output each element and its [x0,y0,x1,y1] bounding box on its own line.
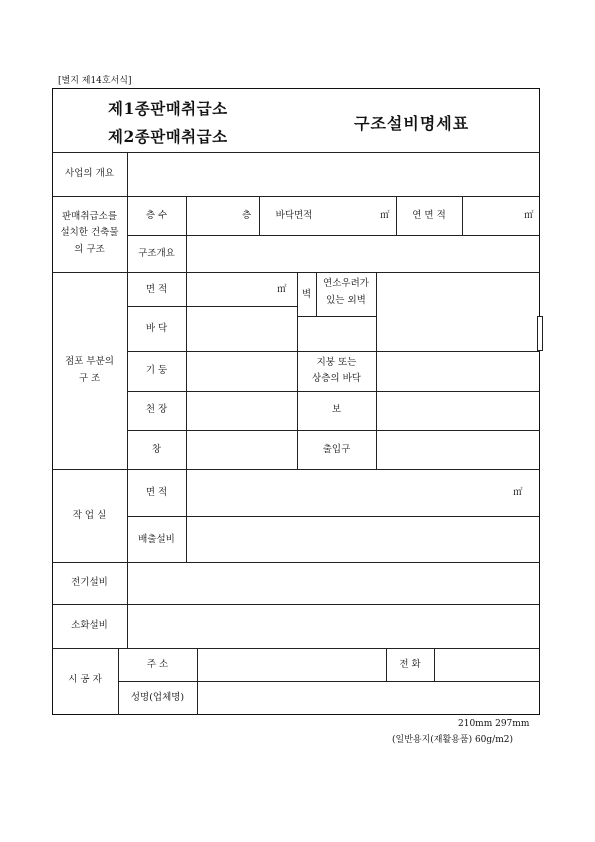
label-store-1: 점포 부분의 [65,356,114,367]
label-beam: 보 [331,404,342,415]
field-fire-wall[interactable] [377,273,539,351]
field-pillar[interactable] [187,352,297,391]
field-beam[interactable] [377,392,539,430]
label-building-3: 의 구조 [74,244,105,255]
unit-area: ㎡ [277,284,287,295]
label-area: 면 적 [145,284,168,295]
field-overview[interactable] [128,153,539,196]
field-name[interactable] [198,682,539,715]
field-exhaust[interactable] [187,517,539,562]
label-builder: 시 공 자 [68,674,102,685]
title-type-1: 제1종판매취급소 [108,99,228,118]
title-type-2: 제2종판매취급소 [108,127,228,146]
unit-floor-area: ㎡ [380,210,390,221]
label-fire-ext: 소화설비 [71,620,108,631]
field-window[interactable] [187,431,297,469]
field-wall[interactable] [298,317,376,351]
label-floor-area: 바닥면적 [275,210,313,221]
label-floor: 바 닥 [145,323,168,334]
label-structure: 구조개요 [138,248,175,259]
field-fire-ext[interactable] [128,605,539,648]
label-exit: 출입구 [322,444,351,455]
label-store-2: 구 조 [78,373,101,384]
field-electric[interactable] [128,563,539,604]
label-floors: 층 수 [145,210,168,221]
unit-work-area: ㎡ [513,487,523,498]
label-address: 주 소 [146,659,169,670]
field-address[interactable] [198,649,386,681]
field-work-area[interactable] [187,470,539,516]
field-structure[interactable] [187,236,539,272]
field-exit[interactable] [377,431,539,469]
label-electric: 전기설비 [71,577,108,588]
paper-size: 210mm 297mm [458,719,530,729]
label-phone: 전 화 [399,659,421,670]
label-window: 창 [151,444,162,455]
label-building-1: 판매취급소를 [61,211,118,222]
field-floor[interactable] [187,307,297,351]
label-ceiling: 천 장 [145,404,168,415]
label-fire-wall-2: 있는 외벽 [326,295,366,306]
label-work-area: 면 적 [145,487,168,498]
label-overview: 사업의 개요 [65,168,114,179]
label-total-area: 연 면 적 [412,210,446,221]
label-exhaust: 배출설비 [138,534,175,545]
label-wall: 벽 [301,289,312,300]
field-phone[interactable] [435,649,539,681]
label-roof-1: 지붕 또는 [316,357,357,368]
form-reference: [별지 제14호서식] [58,76,132,86]
label-name: 성명(업체명) [130,692,185,703]
unit-floor: 층 [242,210,252,221]
unit-total-area: ㎡ [524,210,534,221]
label-pillar: 기 둥 [145,365,168,376]
field-ceiling[interactable] [187,392,297,430]
paper-spec: (일반용지(재활용품) 60g/m2) [392,735,513,745]
page-title: 구조설비명세표 [354,114,470,133]
label-building-2: 설치한 건축물 [60,227,119,238]
field-roof[interactable] [377,352,539,391]
label-workroom: 작 업 실 [72,510,107,521]
label-fire-wall-1: 연소우려가 [323,278,369,289]
label-roof-2: 상층의 바닥 [312,373,361,384]
